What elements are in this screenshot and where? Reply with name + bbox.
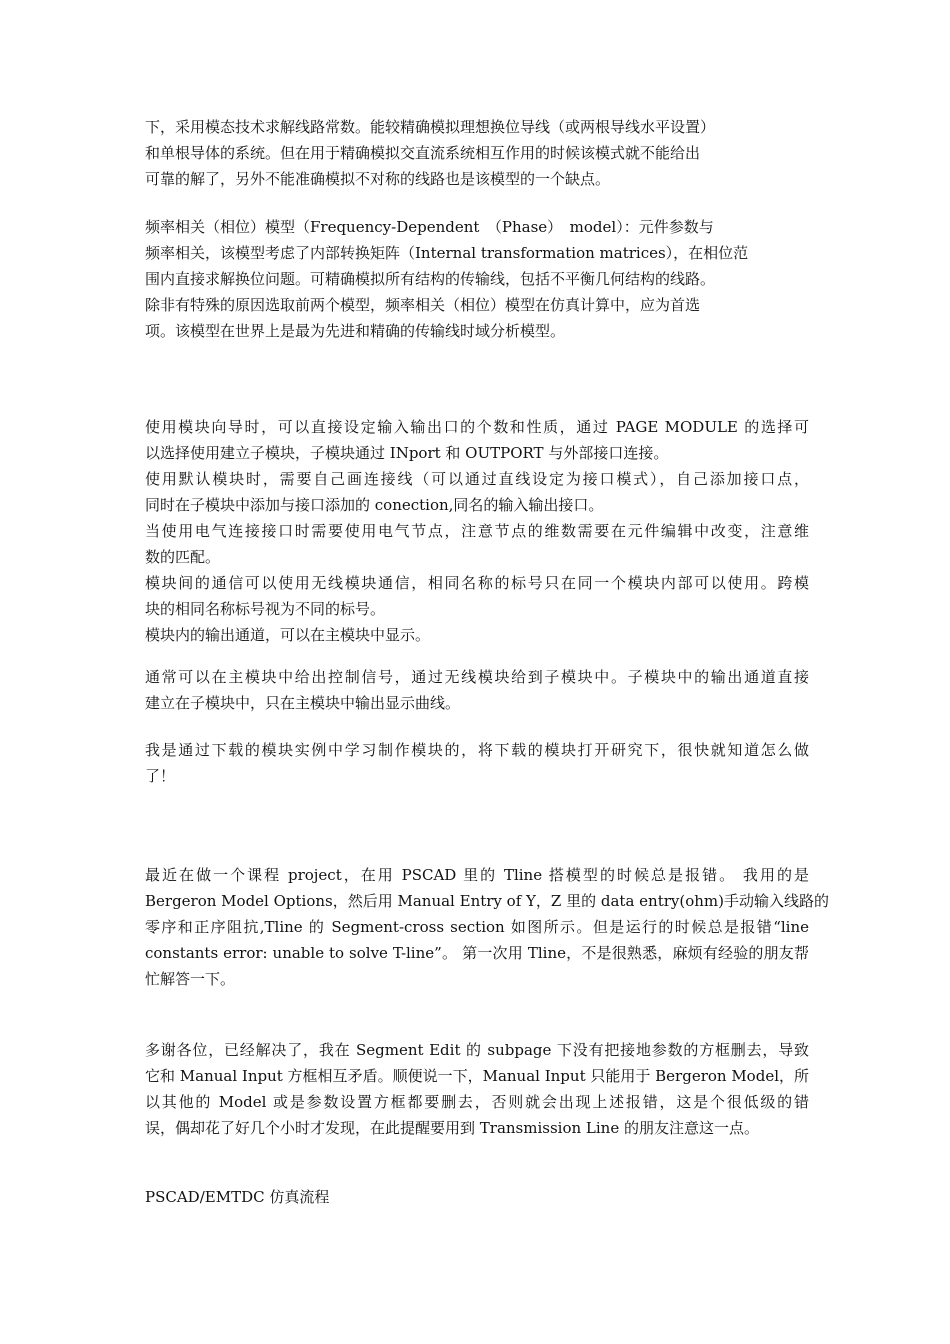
text-line: 通常可以在主模块中给出控制信号，通过无线模块给到子模块中。子模块中的输出通道直接 <box>145 668 809 686</box>
text-line: 以选择使用建立子模块，子模块通过 INport 和 OUTPORT 与外部接口连接。 <box>145 444 669 462</box>
text-line: 可靠的解了，另外不能准确模拟不对称的线路也是该模型的一个缺点。 <box>145 170 611 188</box>
text-line: 以其他的 Model 或是参数设置方框都要删去，否则就会出现上述报错，这是个很低级的错 <box>145 1093 809 1111</box>
paragraph-learning-modules <box>145 737 809 789</box>
text-line: 零序和正序阻抗,Tline 的 Segment-cross section 如图所示。但是运行的时候总是报错“line <box>145 918 809 936</box>
paragraph-frequency-dependent-model <box>145 214 775 344</box>
text-line: 当使用电气连接接口时需要使用电气节点，注意节点的维数需要在元件编辑中改变，注意维 <box>145 522 809 540</box>
text-line: 频率相关，该模型考虑了内部转换矩阵（Internal transformation matrices），在相位范 <box>145 244 749 262</box>
text-line: 同时在子模块中添加与接口添加的 conection,同名的输入输出接口。 <box>145 496 604 514</box>
text-line: 误，偶却花了好几个小时才发现，在此提醒要用到 Transmission Line 的朋友注意这一点。 <box>145 1119 759 1137</box>
paragraph-control-signal <box>145 664 809 716</box>
text-line: 忙解答一下。 <box>145 970 236 988</box>
text-line: 我是通过下载的模块实例中学习制作模块的，将下载的模块打开研究下，很快就知道怎么做 <box>145 741 809 759</box>
section-heading-simulation-flow <box>145 1184 775 1210</box>
text-line: 使用模块向导时，可以直接设定输入输出口的个数和性质，通过 PAGE MODULE 的选择可 <box>145 418 809 436</box>
text-line: 项。该模型在世界上是最为先进和精确的传输线时域分析模型。 <box>145 322 566 340</box>
heading-text: PSCAD/EMTDC 仿真流程 <box>145 1188 330 1206</box>
text-line: 模块内的输出通道，可以在主模块中显示。 <box>145 626 431 644</box>
paragraph-line-constants-model <box>145 114 775 192</box>
text-line: 下，采用模态技术求解线路常数。能较精确模拟理想换位导线（或两根导线水平设置） <box>145 118 716 136</box>
text-line: 它和 Manual Input 方框相互矛盾。顺便说一下，Manual Input 只能用于 Bergeron Model，所 <box>145 1067 809 1085</box>
text-line: 多谢各位，已经解决了，我在 Segment Edit 的 subpage 下没有把接地参数的方框删去，导致 <box>145 1041 809 1059</box>
text-line: 围内直接求解换位问题。可精确模拟所有结构的传输线，包括不平衡几何结构的线路。 <box>145 270 716 288</box>
text-line: 和单根导体的系统。但在用于精确模拟交直流系统相互作用的时候该模式就不能给出 <box>145 144 701 162</box>
text-line: 除非有特殊的原因选取前两个模型，频率相关（相位）模型在仿真计算中，应为首选 <box>145 296 701 314</box>
text-line: Bergeron Model Options，然后用 Manual Entry of Y，Z 里的 data entry(ohm)手动输入线路的 <box>145 892 830 910</box>
paragraph-tline-question <box>145 862 830 992</box>
text-line: 数的匹配。 <box>145 548 221 566</box>
text-line: 模块间的通信可以使用无线模块通信，相同名称的标号只在同一个模块内部可以使用。跨模 <box>145 574 809 592</box>
text-line: 了！ <box>145 767 176 785</box>
text-line: 频率相关（相位）模型（Frequency-Dependent （Phase） model）：元件参数与 <box>145 218 714 236</box>
paragraph-module-wizard <box>145 414 809 648</box>
paragraph-tline-solution <box>145 1037 809 1141</box>
text-line: 块的相同名称标号视为不同的标号。 <box>145 600 386 618</box>
text-line: 建立在子模块中，只在主模块中输出显示曲线。 <box>145 694 461 712</box>
text-line: 最近在做一个课程 project，在用 PSCAD 里的 Tline 搭模型的时候总是报错。 我用的是 <box>145 866 809 884</box>
text-line: 使用默认模块时，需要自己画连接线（可以通过直线设定为接口模式），自己添加接口点， <box>145 470 809 488</box>
text-line: constants error: unable to solve T-line”。 第一次用 Tline，不是很熟悉，麻烦有经验的朋友帮 <box>145 944 809 962</box>
